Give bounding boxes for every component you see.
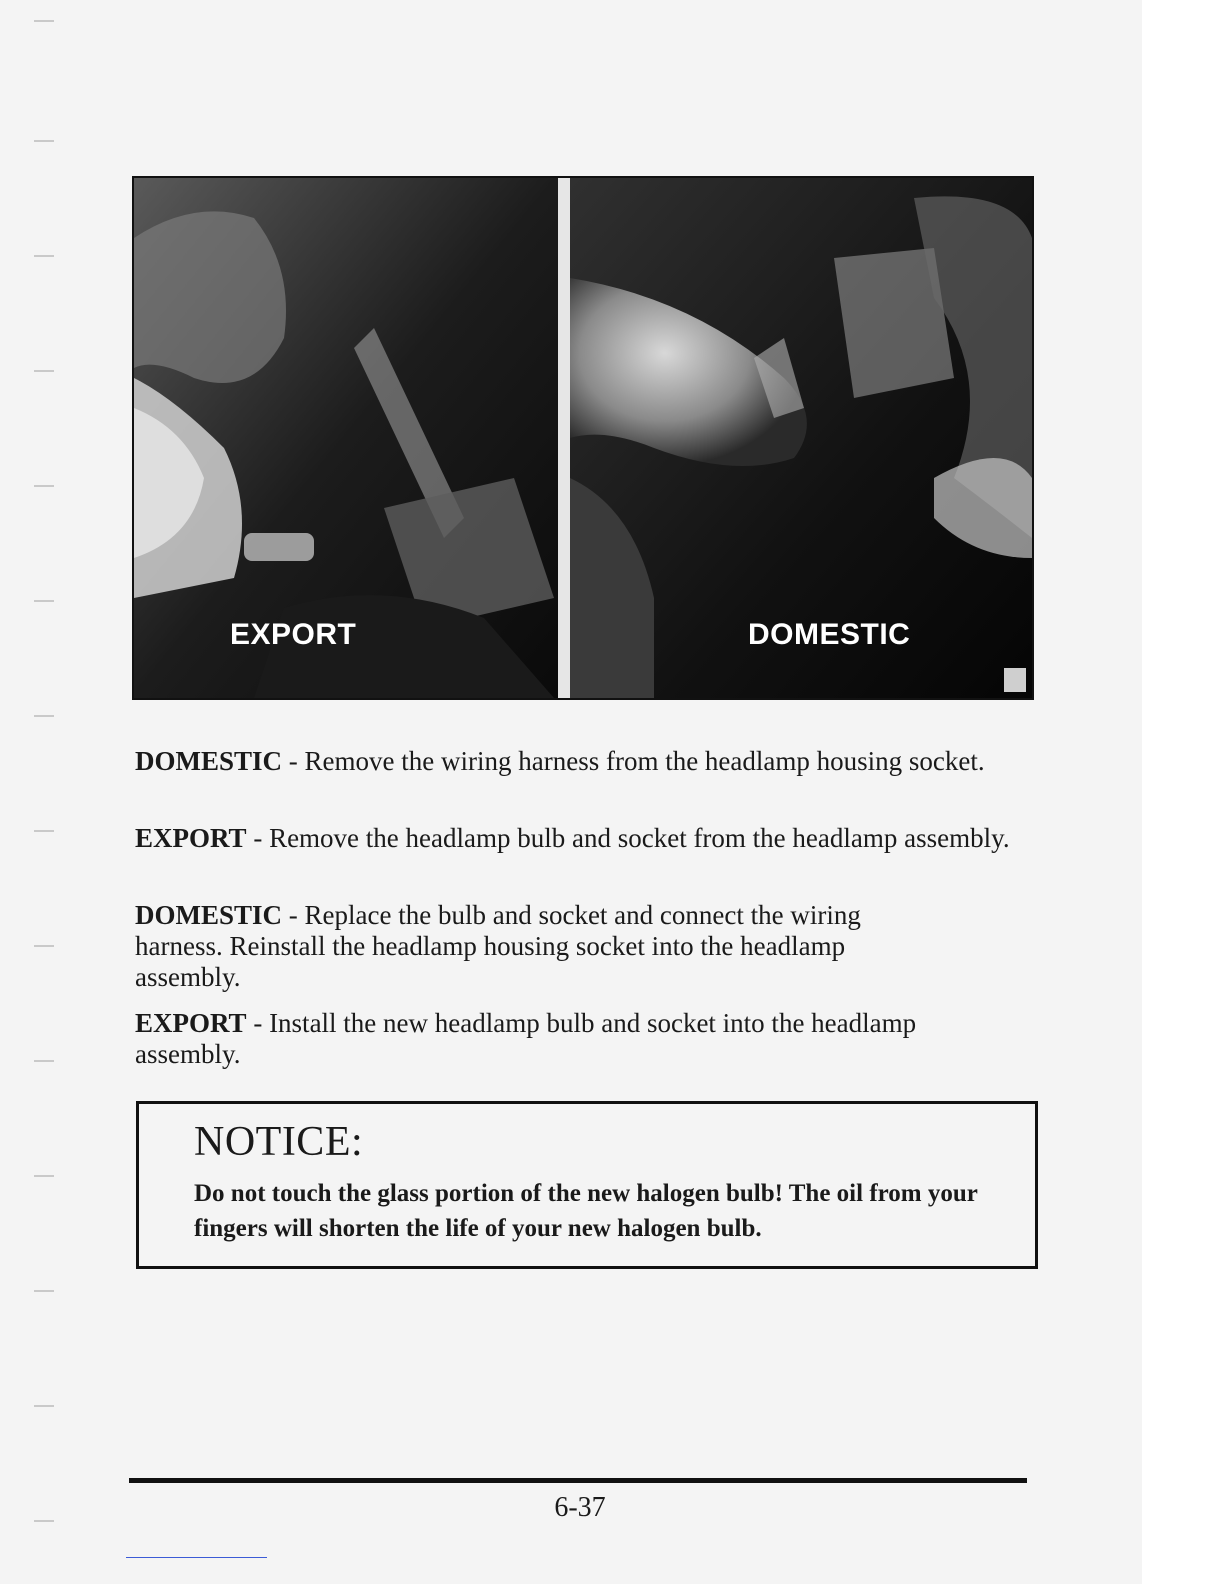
instruction-label: EXPORT xyxy=(135,823,247,853)
instruction-separator: - xyxy=(246,823,270,853)
margin-tick xyxy=(34,20,54,22)
instruction-text: Remove the wiring harness from the headlamp housing socket. xyxy=(304,746,985,776)
margin-tick xyxy=(34,370,54,372)
instruction-paragraph xyxy=(135,900,955,993)
margin-tick xyxy=(34,945,54,947)
page-edge xyxy=(1142,0,1224,1584)
instruction-text: Remove the headlamp bulb and socket from the headlamp assembly. xyxy=(269,823,1010,853)
margin-tick xyxy=(34,485,54,487)
margin-tick xyxy=(34,255,54,257)
margin-tick xyxy=(34,715,54,717)
instruction-separator: - xyxy=(282,746,305,776)
notice-box xyxy=(136,1101,1038,1269)
headlamp-photo xyxy=(132,176,1034,700)
instruction-separator: - xyxy=(282,900,305,930)
notice-title: NOTICE: xyxy=(194,1119,364,1165)
margin-tick xyxy=(34,1405,54,1407)
instruction-text: Install the new headlamp bulb and socket into the headlamp assembly. xyxy=(135,1008,917,1069)
footer-rule xyxy=(129,1478,1027,1483)
link-underline xyxy=(126,1557,267,1558)
instruction-label: DOMESTIC xyxy=(135,900,283,930)
instruction-paragraph xyxy=(135,823,1015,854)
margin-tick xyxy=(34,1290,54,1292)
margin-tick xyxy=(34,830,54,832)
instruction-paragraph xyxy=(135,746,1015,777)
notice-text: Do not touch the glass portion of the new halogen bulb! The oil from your fingers will shorten the life of your new halogen bulb. xyxy=(194,1180,978,1242)
instruction-text: Replace the bulb and socket and connect the wiring harness. Reinstall the headlamp housing socket into the headlamp assembly. xyxy=(135,900,861,992)
export-photo-label: EXPORT xyxy=(230,618,357,651)
instruction-label: EXPORT xyxy=(135,1008,247,1038)
margin-tick xyxy=(34,600,54,602)
instruction-paragraph xyxy=(135,1008,1015,1070)
domestic-photo-label: DOMESTIC xyxy=(748,618,911,651)
instruction-label: DOMESTIC xyxy=(135,746,283,776)
margin-tick xyxy=(34,1060,54,1062)
instruction-separator: - xyxy=(246,1008,270,1038)
margin-tick xyxy=(34,140,54,142)
page-number: 6-37 xyxy=(554,1492,606,1523)
margin-tick xyxy=(34,1175,54,1177)
